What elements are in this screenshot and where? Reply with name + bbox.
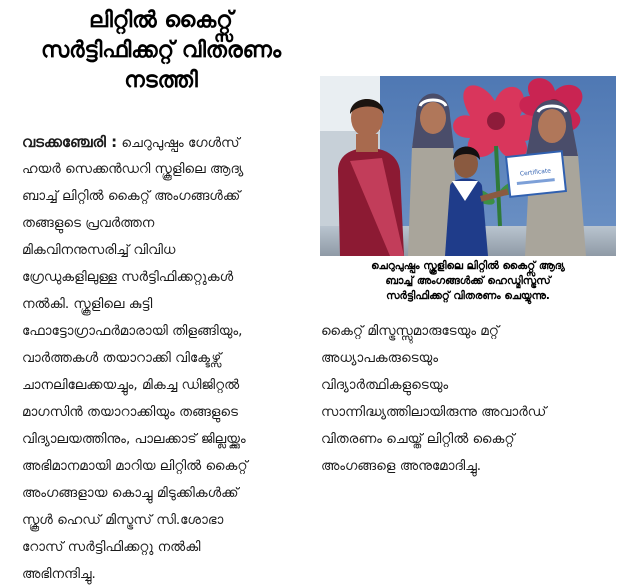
photo-caption [320, 259, 616, 304]
headline [20, 6, 302, 96]
story-line-16: അഭിനന്ദിച്ചു. [22, 566, 96, 582]
story-right-column [321, 318, 617, 480]
photo-illustration [320, 76, 616, 256]
story-right-line-5: അംഗങ്ങളെ അനുമോദിച്ചു. [321, 458, 482, 474]
story-right-line-4: വിതരണം ചെയ്ത് ലിറ്റിൽ കൈറ്റ് [321, 431, 515, 447]
caption-line-2: ബാച്ച് അംഗങ്ങൾക്ക് ഹെഡ്മിസ്ട്രസ് [385, 275, 551, 287]
headline-line-3: നടത്തി [124, 68, 198, 93]
certificate-text: Certificate [519, 167, 552, 178]
story-line-2: ബാച്ച് ലിറ്റിൽ കൈറ്റ് അംഗങ്ങൾക്ക് [22, 188, 241, 204]
story-line-11: വിദ്യാലയത്തിനും, പാലക്കാട് ജില്ലയ്ക്കും [22, 431, 246, 447]
news-photo [320, 76, 616, 256]
headline-line-2: സർട്ടിഫിക്കറ്റ് വിതരണം [40, 38, 282, 63]
story-right-line-3: സാന്നിദ്ധ്യത്തിലായിരുന്നു അവാർഡ് [321, 404, 547, 420]
story-line-9: ചാനലിലേക്കയച്ചും, മികച്ച ഡിജിറ്റൽ [22, 377, 240, 393]
caption-line-1: ചെറുപുഷ്പം സ്കൂളിലെ ലിറ്റിൽ കൈറ്റ്സ് ആദ്യ [371, 260, 565, 272]
story-line-4: മികവിനനുസരിച്ച് വിവിധ [22, 242, 176, 258]
story-line-7: ഫോട്ടോഗ്രാഫർമാരായി തിളങ്ങിയും, [22, 323, 243, 339]
story-line-14: സ്കൂൾ ഹെഡ് മിസ്ട്രസ് സി.ശോഭാ [22, 512, 224, 528]
story-line-1: ഹയർ സെക്കൻഡറി സ്കൂളിലെ ആദ്യ [22, 161, 244, 177]
headline-line-1: ലിറ്റിൽ കൈറ്റ്സ് [89, 8, 233, 33]
story-right-line-0: കൈറ്റ് മിസ്ട്രസ്സുമാരുടേയും മറ്റ് [321, 323, 499, 339]
story-right-line-2: വിദ്യാർത്ഥികളുടെയും [321, 377, 449, 393]
story-line-5: ഗ്രേഡുകളിലുള്ള സർട്ടിഫിക്കറ്റുകൾ [22, 269, 234, 285]
story-line-8: വാർത്തകൾ തയാറാക്കി വിക്ടേഴ്സ് [22, 350, 222, 366]
caption-line-3: സർട്ടിഫിക്കറ്റ് വിതരണം ചെയ്യുന്നു. [386, 290, 550, 302]
story-left-column [22, 129, 322, 588]
story-line-3: തങ്ങളുടെ പ്രവർത്തന [22, 215, 155, 231]
story-line-15: റോസ് സർട്ടിഫിക്കറ്റു നൽകി [22, 539, 201, 555]
story-line-0: ചെറുപുഷ്പം ഗേൾസ് [121, 135, 240, 151]
story-line-13: അംഗങ്ങളായ കൊച്ചു മിടുക്കികൾക്ക് [22, 485, 239, 501]
story-line-6: നൽകി. സ്കൂളിലെ കുട്ടി [22, 296, 153, 312]
story-line-12: അഭിമാനമായി മാറിയ ലിറ്റിൽ കൈറ്റ് [22, 458, 248, 474]
certificate [506, 151, 566, 197]
story-right-line-1: അധ്യാപകരുടെയും [321, 350, 438, 366]
story-first-line [22, 129, 322, 156]
dateline: വടക്കഞ്ചേരി : [22, 133, 118, 151]
story-line-10: മാഗസിൻ തയാറാക്കിയും തങ്ങളുടെ [22, 404, 239, 420]
